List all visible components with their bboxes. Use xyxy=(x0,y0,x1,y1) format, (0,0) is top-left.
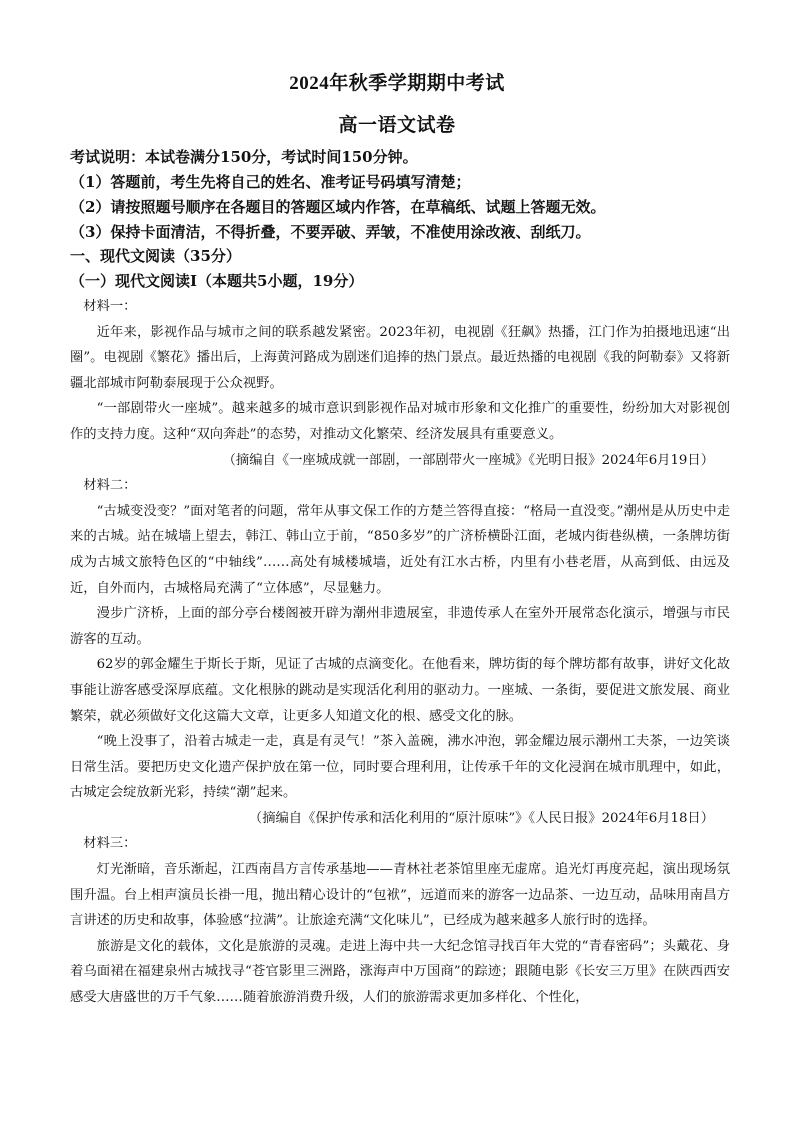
material-2-source: （摘编自《保护传承和活化利用的“原汁原味”》《人民日报》2024年6月18日） xyxy=(248,810,714,826)
section-subheading: （一）现代文阅读Ⅰ（本题共5小题，19分） xyxy=(70,272,364,290)
material-3-label: 材料三： xyxy=(83,836,137,852)
material-2-paragraph: “古城变没变？”面对笔者的问题，常年从事文保工作的方楚兰答得直接：“格局一直没变。”潮州是从历史中走来的古城。站在城墙上望去，韩江、韩山立于前，“850多岁”的广济桥横卧江面，老城内街巷纵横，一条牌坊街成为古城文旅特色区的“中轴线”……高处有城楼城墙，近处有江水古桥，内里有小巷老厝，从高到低、由远及近，自外而内，古城格局充满了“立体感”，尽显魅力。 xyxy=(70,503,730,596)
reading-passage xyxy=(70,294,730,1011)
material-2-paragraph: 漫步广济桥，上面的部分亭台楼阁被开辟为潮州非遗展室，非遗传承人在室外开展常态化演示，增强与市民游客的互动。 xyxy=(70,606,730,647)
instruction-item-3: （3）保持卡面清洁，不得折叠，不要弄破、弄皱，不准使用涂改液、刮纸刀。 xyxy=(70,223,591,241)
section-heading: 一、现代文阅读（35分） xyxy=(70,247,241,265)
instruction-item-1: （1）答题前，考生先将自己的姓名、准考证号码填写清楚； xyxy=(70,173,471,191)
material-1-paragraph: 近年来，影视作品与城市之间的联系越发紧密。2023年初，电视剧《狂飙》热播，江门作为拍摄地迅速“出圈”。电视剧《繁花》播出后，上海黄河路成为剧迷们追捧的热门景点。最近热播的电视剧《我的阿勒泰》又将新疆北部城市阿勒泰展现于公众视野。 xyxy=(70,324,730,391)
instruction-item-2: （2）请按照题号顺序在各题目的答题区域内作答，在草稿纸、试题上答题无效。 xyxy=(70,198,606,216)
material-1-label: 材料一： xyxy=(83,299,137,314)
exam-instructions-intro: 考试说明：本试卷满分150分，考试时间150分钟。 xyxy=(70,148,418,166)
material-1-paragraph: “一部剧带火一座城”。越来越多的城市意识到影视作品对城市形象和文化推广的重要性，纷纷加大对影视创作的支持力度。这种“双向奔赴”的态势，对推动文化繁荣、经济发展具有重要意义。 xyxy=(70,401,730,442)
material-1-source: （摘编自《一座城成就一部剧，一部剧带火一座城》《光明日报》2024年6月19日） xyxy=(222,452,714,468)
material-2-paragraph: 62岁的郭金耀生于斯长于斯，见证了古城的点滴变化。在他看来，牌坊街的每个牌坊都有故事，讲好文化故事能让游客感受深厚底蕴。文化根脉的跳动是实现活化利用的驱动力。一座城、一条街，要促进文旅发展、商业繁荣，就必须做好文化这篇大文章，让更多人知道文化的根、感受文化的脉。 xyxy=(70,657,730,724)
exam-title: 2024年秋季学期期中考试 xyxy=(289,73,505,94)
material-3-paragraph: 旅游是文化的载体，文化是旅游的灵魂。走进上海中共一大纪念馆寻找百年大党的“青春密码”；头戴花、身着乌面裙在福建泉州古城找寻“苍官影里三洲路，涨海声中万国商”的踪迹；跟随电影《长安三万里》在陕西西安感受大唐盛世的万千气象……随着旅游消费升级，人们的旅游需求更加多样化、个性化， xyxy=(70,938,730,1006)
material-2-label: 材料二： xyxy=(83,478,137,494)
exam-subtitle: 高一语文试卷 xyxy=(338,115,456,136)
material-3-paragraph: 灯光渐暗，音乐渐起，江西南昌方言传承基地——青林社老茶馆里座无虚席。追光灯再度亮起，演出现场氛围升温。台上相声演员长褂一甩，抛出精心设计的“包袱”，远道而来的游客一边品茶、一边互动，品味用南昌方言讲述的历史和故事，体验感“拉满”。让旅途充满“文化味儿”，已经成为越来越多人旅行时的选择。 xyxy=(70,862,730,929)
material-2-paragraph: “晚上没事了，沿着古城走一走，真是有灵气！”茶入盖碗，沸水冲泡，郭金耀边展示潮州工夫茶，一边笑谈日常生活。要把历史文化遗产保护放在第一位，同时要合理利用，让传承千年的文化浸润在城市肌理中，如此，古城定会绽放新光彩，持续“潮”起来。 xyxy=(70,734,730,801)
